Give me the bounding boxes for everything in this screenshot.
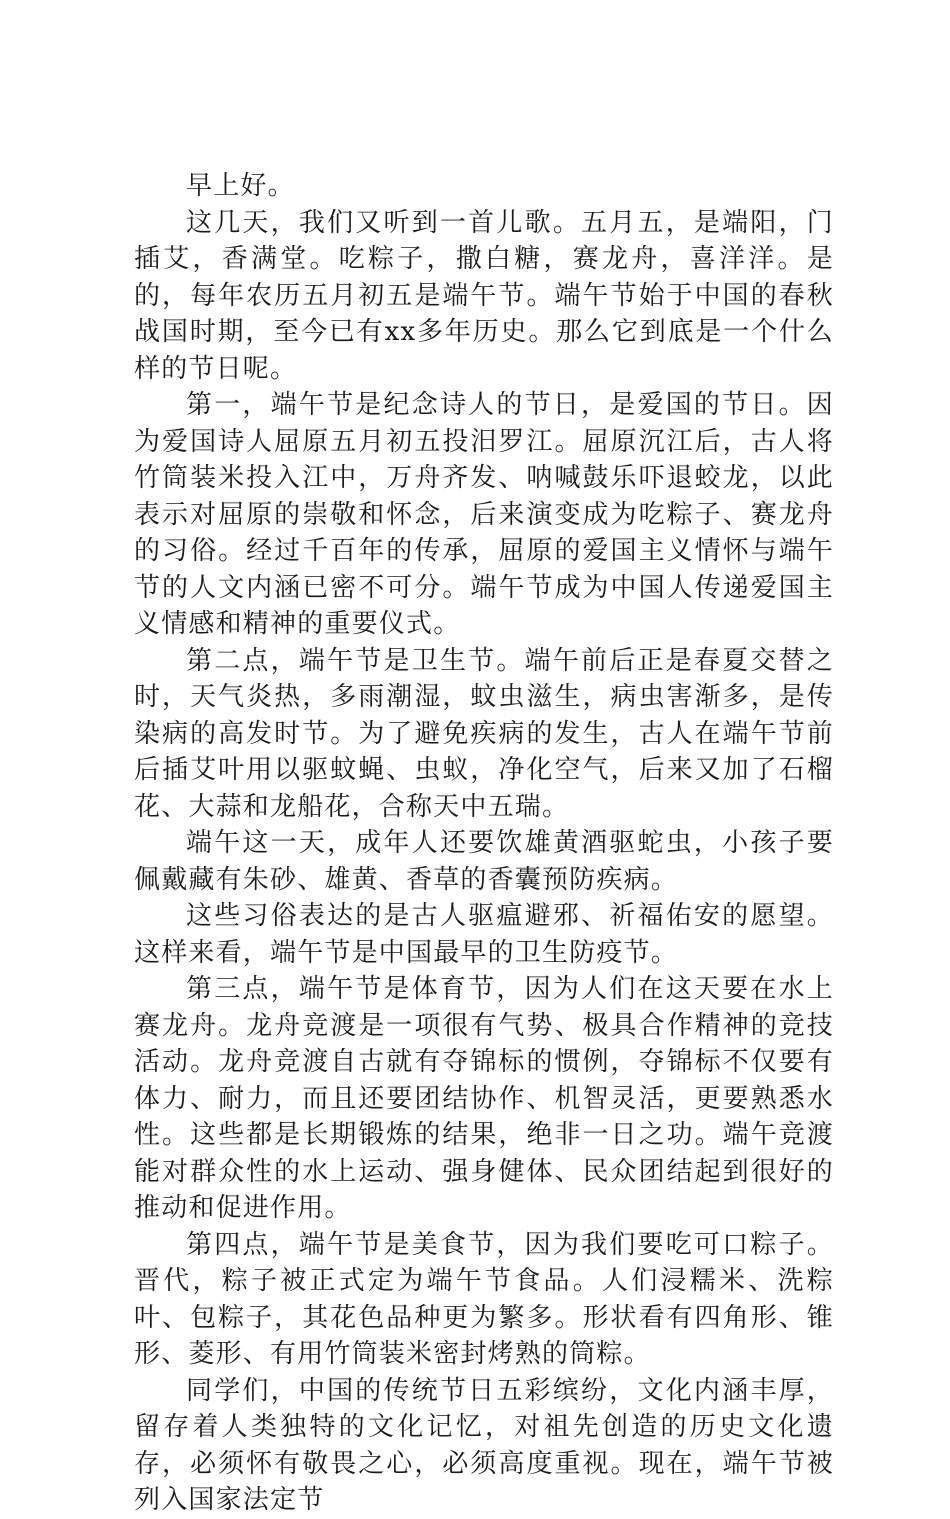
paragraph-intro: 这几天，我们又听到一首儿歌。五月五，是端阳，门插艾，香满堂。吃粽子，撒白糖，赛龙舟，喜洋洋。是的，每年农历五月初五是端午节。端午节始于中国的春秋战国时期，至今已有xx多年历史。那么它到底是一个什么样的节日呢。: [134, 207, 834, 384]
paragraph-realgar-wine: 端午这一天，成年人还要饮雄黄酒驱蛇虫，小孩子要佩戴藏有朱砂、雄黄、香草的香囊预防疾病。: [134, 828, 834, 895]
paragraph-greeting: 早上好。: [186, 171, 295, 201]
paragraph-point-four: 第四点，端午节是美食节，因为我们要吃可口粽子。晋代，粽子被正式定为端午节食品。人们浸糯米、洗粽叶、包粽子，其花色品种更为繁多。形状看有四角形、锥形、菱形、有用竹筒装米密封烤熟的筒粽。: [134, 1229, 834, 1369]
paragraph-customs: 这些习俗表达的是古人驱瘟避邪、祈福佑安的愿望。这样来看，端午节是中国最早的卫生防疫节。: [134, 901, 834, 968]
document-body: [134, 168, 834, 1519]
paragraph-point-one: 第一，端午节是纪念诗人的节日，是爱国的节日。因为爱国诗人屈原五月初五投汨罗江。屈原沉江后，古人将竹筒装米投入江中，万舟齐发、呐喊鼓乐吓退蛟龙，以此表示对屈原的崇敬和怀念，后来演变成为吃粽子、赛龙舟的习俗。经过千百年的传承，屈原的爱国主义情怀与端午节的人文内涵已密不可分。端午节成为中国人传递爱国主义情感和精神的重要仪式。: [134, 390, 834, 639]
paragraph-closing: 同学们，中国的传统节日五彩缤纷，文化内涵丰厚，留存着人类独特的文化记忆，对祖先创造的历史文化遗存，必须怀有敬畏之心，必须高度重视。现在，端午节被列入国家法定节: [134, 1375, 834, 1515]
paragraph-point-three: 第三点，端午节是体育节，因为人们在这天要在水上赛龙舟。龙舟竞渡是一项很有气势、极具合作精神的竞技活动。龙舟竞渡自古就有夺锦标的惯例，夺锦标不仅要有体力、耐力，而且还要团结协作、机智灵活，更要熟悉水性。这些都是长期锻炼的结果，绝非一日之功。端午竞渡能对群众性的水上运动、强身健体、民众团结起到很好的推动和促进作用。: [134, 974, 834, 1223]
paragraph-point-two: 第二点，端午节是卫生节。端午前后正是春夏交替之时，天气炎热，多雨潮湿，蚊虫滋生，病虫害渐多，是传染病的高发时节。为了避免疾病的发生，古人在端午节前后插艾叶用以驱蚊蝇、虫蚁，净化空气，后来又加了石榴花、大蒜和龙船花，合称天中五瑞。: [134, 645, 834, 822]
